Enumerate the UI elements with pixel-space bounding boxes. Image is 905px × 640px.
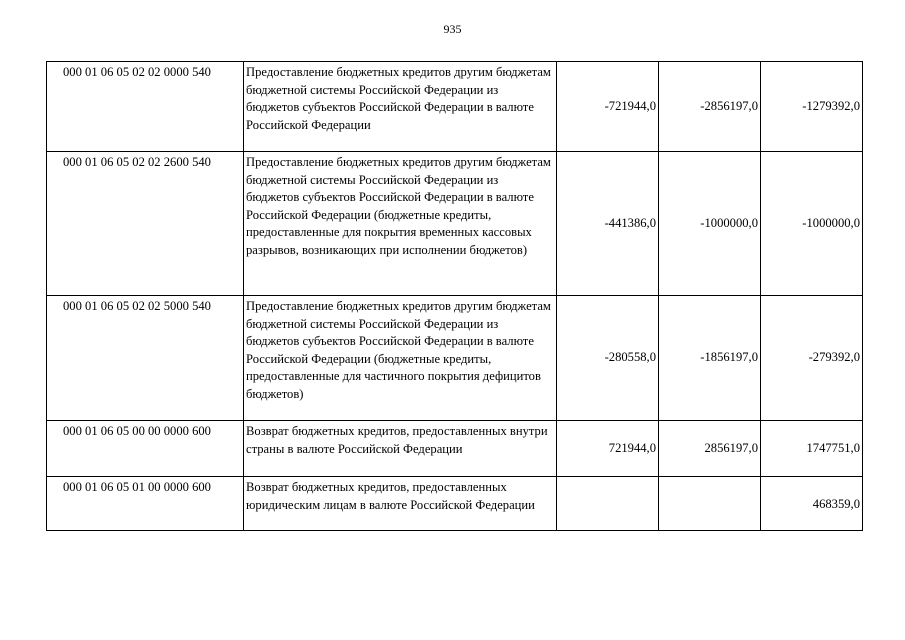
value-year-2: -1856197,0 <box>659 296 761 421</box>
budget-code: 000 01 06 05 02 02 5000 540 <box>47 296 244 421</box>
value-year-1: 721944,0 <box>557 421 659 477</box>
value-year-3: 468359,0 <box>761 477 863 531</box>
value-year-1: -441386,0 <box>557 152 659 296</box>
value-year-1 <box>557 477 659 531</box>
value-year-1: -721944,0 <box>557 62 659 152</box>
value-year-2: -2856197,0 <box>659 62 761 152</box>
value-year-2 <box>659 477 761 531</box>
value-year-3: -279392,0 <box>761 296 863 421</box>
budget-code: 000 01 06 05 02 02 0000 540 <box>47 62 244 152</box>
value-year-3: 1747751,0 <box>761 421 863 477</box>
table-row <box>47 296 863 421</box>
budget-table <box>46 61 863 531</box>
value-year-3: -1279392,0 <box>761 62 863 152</box>
budget-code: 000 01 06 05 02 02 2600 540 <box>47 152 244 296</box>
value-year-2: 2856197,0 <box>659 421 761 477</box>
table-row <box>47 421 863 477</box>
value-year-2: -1000000,0 <box>659 152 761 296</box>
budget-code: 000 01 06 05 00 00 0000 600 <box>47 421 244 477</box>
budget-description: Возврат бюджетных кредитов, предоставленных юридическим лицам в валюте Российской Федерации <box>244 477 557 531</box>
value-year-3: -1000000,0 <box>761 152 863 296</box>
budget-description: Предоставление бюджетных кредитов другим бюджетам бюджетной системы Российской Федерации из бюджетов субъектов Российской Федерации в валюте Российской Федерации (бюджетные кредиты, предоставленные для частичного покрытия дефицитов бюджетов) <box>244 296 557 421</box>
budget-description: Предоставление бюджетных кредитов другим бюджетам бюджетной системы Российской Федерации из бюджетов субъектов Российской Федерации в валюте Российской Федерации (бюджетные кредиты, предоставленные для покрытия временных кассовых разрывов, возникающих при исполнении бюджетов) <box>244 152 557 296</box>
page-number: 935 <box>443 22 462 36</box>
table-row <box>47 62 863 152</box>
budget-code: 000 01 06 05 01 00 0000 600 <box>47 477 244 531</box>
value-year-1: -280558,0 <box>557 296 659 421</box>
budget-description: Возврат бюджетных кредитов, предоставленных внутри страны в валюте Российской Федерации <box>244 421 557 477</box>
table-row <box>47 477 863 531</box>
table-row <box>47 152 863 296</box>
budget-description: Предоставление бюджетных кредитов другим бюджетам бюджетной системы Российской Федерации из бюджетов субъектов Российской Федерации в валюте Российской Федерации <box>244 62 557 152</box>
